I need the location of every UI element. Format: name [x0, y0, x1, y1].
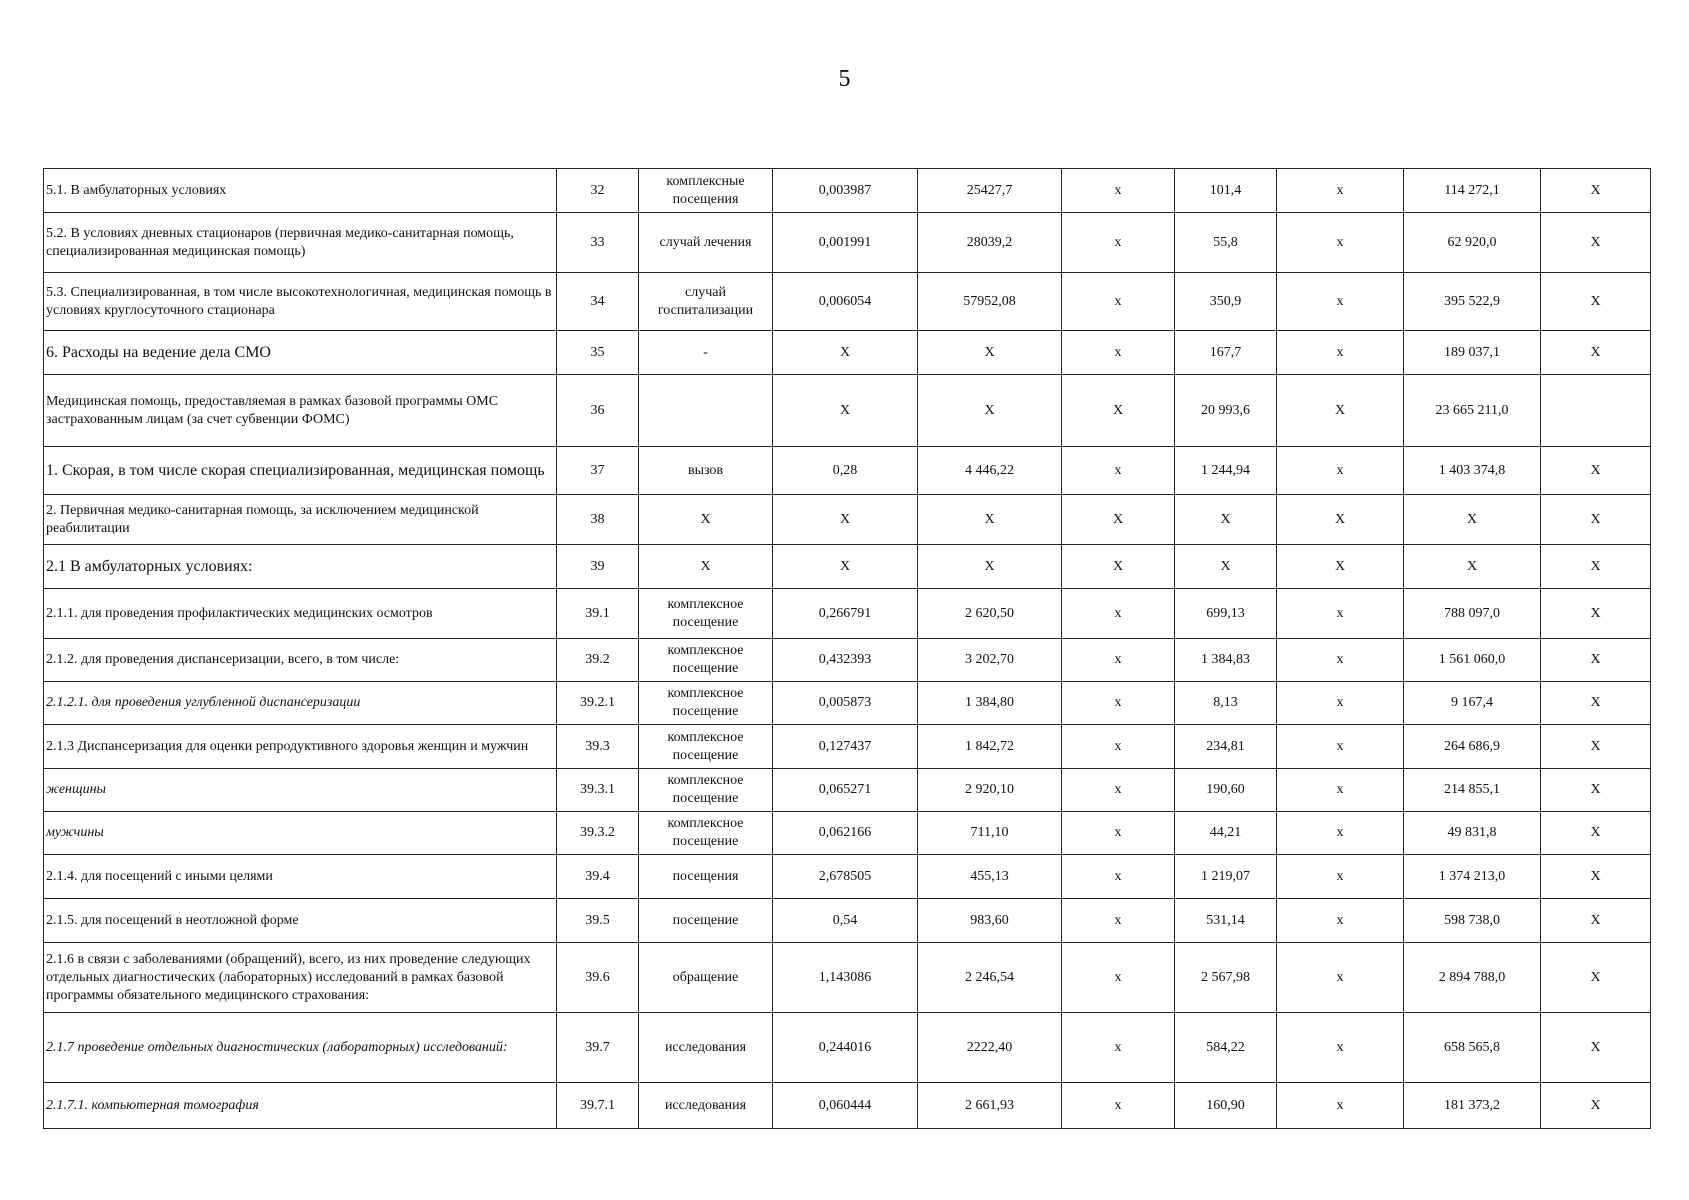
- row-code-cell: 39.3: [557, 725, 639, 769]
- table-row: [44, 639, 1651, 682]
- unit-cell: исследования: [639, 1013, 773, 1083]
- percent-cell: Х: [1541, 639, 1651, 682]
- per-capita-oms-cell: 101,4: [1175, 169, 1277, 213]
- table-row: [44, 545, 1651, 589]
- total-oms-cell: 214 855,1: [1404, 769, 1541, 812]
- per-capita-oms-cell: 8,13: [1175, 682, 1277, 725]
- table-row: [44, 1083, 1651, 1129]
- row-code-cell: 39.3.1: [557, 769, 639, 812]
- total-oms-cell: 23 665 211,0: [1404, 375, 1541, 447]
- unit-cell: комплексное посещение: [639, 589, 773, 639]
- row-name: 2.1.4. для посещений с иными целями: [44, 855, 557, 899]
- row-code-cell: 39.2: [557, 639, 639, 682]
- percent-cell: Х: [1541, 1013, 1651, 1083]
- percent-cell: Х: [1541, 725, 1651, 769]
- per-capita-oms-cell: 44,21: [1175, 812, 1277, 855]
- row-name: женщины: [44, 769, 557, 812]
- total-budget-cell: х: [1277, 1013, 1404, 1083]
- table-row: [44, 273, 1651, 331]
- per-capita-budget-cell: Х: [1062, 545, 1175, 589]
- table-row: [44, 1013, 1651, 1083]
- table-row: [44, 725, 1651, 769]
- row-code-cell: 34: [557, 273, 639, 331]
- row-name: 2.1.5. для посещений в неотложной форме: [44, 899, 557, 943]
- unit-cell: комплексное посещение: [639, 639, 773, 682]
- row-code-cell: 39.3.2: [557, 812, 639, 855]
- row-name: 2.1.1. для проведения профилактических медицинских осмотров: [44, 589, 557, 639]
- unit-cell: Х: [639, 545, 773, 589]
- table-row: [44, 495, 1651, 545]
- volume-norm-cell: Х: [773, 545, 918, 589]
- per-capita-budget-cell: х: [1062, 1083, 1175, 1129]
- row-name: Медицинская помощь, предоставляемая в рамках базовой программы ОМС застрахованным лицам (за счет субвенции ФОМС): [44, 375, 557, 447]
- table-row: [44, 769, 1651, 812]
- row-name: 2.1.7 проведение отдельных диагностических (лабораторных) исследований:: [44, 1013, 557, 1083]
- volume-norm-cell: 0,062166: [773, 812, 918, 855]
- cost-norm-cell: 57952,08: [918, 273, 1062, 331]
- row-name: мужчины: [44, 812, 557, 855]
- unit-cell: исследования: [639, 1083, 773, 1129]
- row-code-cell: 39.6: [557, 943, 639, 1013]
- total-oms-cell: 9 167,4: [1404, 682, 1541, 725]
- row-code-cell: 36: [557, 375, 639, 447]
- cost-norm-cell: 711,10: [918, 812, 1062, 855]
- volume-norm-cell: 0,28: [773, 447, 918, 495]
- table-row: [44, 812, 1651, 855]
- unit-cell: комплексное посещение: [639, 725, 773, 769]
- total-oms-cell: 788 097,0: [1404, 589, 1541, 639]
- per-capita-budget-cell: х: [1062, 639, 1175, 682]
- percent-cell: Х: [1541, 812, 1651, 855]
- total-oms-cell: Х: [1404, 545, 1541, 589]
- total-oms-cell: 264 686,9: [1404, 725, 1541, 769]
- total-budget-cell: х: [1277, 273, 1404, 331]
- volume-norm-cell: 0,060444: [773, 1083, 918, 1129]
- row-code-cell: 39.7.1: [557, 1083, 639, 1129]
- percent-cell: [1541, 375, 1651, 447]
- per-capita-oms-cell: 55,8: [1175, 213, 1277, 273]
- row-name: 2.1.3 Диспансеризация для оценки репродуктивного здоровья женщин и мужчин: [44, 725, 557, 769]
- unit-cell: комплексное посещение: [639, 682, 773, 725]
- total-oms-cell: 1 561 060,0: [1404, 639, 1541, 682]
- per-capita-oms-cell: 531,14: [1175, 899, 1277, 943]
- volume-norm-cell: 1,143086: [773, 943, 918, 1013]
- total-oms-cell: 1 403 374,8: [1404, 447, 1541, 495]
- table-row: [44, 447, 1651, 495]
- table-row: [44, 331, 1651, 375]
- volume-norm-cell: 2,678505: [773, 855, 918, 899]
- unit-cell: Х: [639, 495, 773, 545]
- total-oms-cell: 49 831,8: [1404, 812, 1541, 855]
- per-capita-budget-cell: х: [1062, 213, 1175, 273]
- volume-norm-cell: 0,432393: [773, 639, 918, 682]
- cost-norm-cell: 2 920,10: [918, 769, 1062, 812]
- row-name: 2.1.6 в связи с заболеваниями (обращений), всего, из них проведение следующих отдельных диагностических (лабораторных) исследований в рамках базовой программы обязательного медицинского страхования:: [44, 943, 557, 1013]
- cost-norm-cell: Х: [918, 495, 1062, 545]
- unit-cell: случай лечения: [639, 213, 773, 273]
- total-budget-cell: Х: [1277, 375, 1404, 447]
- total-budget-cell: х: [1277, 855, 1404, 899]
- per-capita-oms-cell: 234,81: [1175, 725, 1277, 769]
- cost-norm-cell: 3 202,70: [918, 639, 1062, 682]
- row-name: 2.1.7.1. компьютерная томография: [44, 1083, 557, 1129]
- percent-cell: Х: [1541, 169, 1651, 213]
- per-capita-budget-cell: х: [1062, 589, 1175, 639]
- total-budget-cell: х: [1277, 213, 1404, 273]
- percent-cell: Х: [1541, 545, 1651, 589]
- volume-norm-cell: 0,006054: [773, 273, 918, 331]
- total-budget-cell: х: [1277, 943, 1404, 1013]
- total-oms-cell: 62 920,0: [1404, 213, 1541, 273]
- row-code-cell: 39.1: [557, 589, 639, 639]
- per-capita-oms-cell: Х: [1175, 495, 1277, 545]
- table-row: [44, 169, 1651, 213]
- percent-cell: Х: [1541, 589, 1651, 639]
- row-name: 5.2. В условиях дневных стационаров (первичная медико-санитарная помощь, специализированная медицинская помощь): [44, 213, 557, 273]
- per-capita-oms-cell: 20 993,6: [1175, 375, 1277, 447]
- row-name: 1. Скорая, в том числе скорая специализированная, медицинская помощь: [44, 447, 557, 495]
- volume-norm-cell: 0,001991: [773, 213, 918, 273]
- cost-norm-cell: 2 661,93: [918, 1083, 1062, 1129]
- volume-norm-cell: 0,266791: [773, 589, 918, 639]
- percent-cell: Х: [1541, 899, 1651, 943]
- cost-norm-cell: Х: [918, 375, 1062, 447]
- per-capita-budget-cell: х: [1062, 273, 1175, 331]
- table-row: [44, 375, 1651, 447]
- total-budget-cell: Х: [1277, 495, 1404, 545]
- unit-cell: комплексное посещение: [639, 812, 773, 855]
- unit-cell: обращение: [639, 943, 773, 1013]
- per-capita-budget-cell: х: [1062, 169, 1175, 213]
- row-name: 6. Расходы на ведение дела СМО: [44, 331, 557, 375]
- unit-cell: случай госпитализации: [639, 273, 773, 331]
- total-oms-cell: 114 272,1: [1404, 169, 1541, 213]
- total-budget-cell: х: [1277, 589, 1404, 639]
- table-row: [44, 943, 1651, 1013]
- total-budget-cell: х: [1277, 447, 1404, 495]
- per-capita-oms-cell: 167,7: [1175, 331, 1277, 375]
- volume-norm-cell: 0,005873: [773, 682, 918, 725]
- per-capita-budget-cell: х: [1062, 447, 1175, 495]
- per-capita-oms-cell: 190,60: [1175, 769, 1277, 812]
- total-oms-cell: 189 037,1: [1404, 331, 1541, 375]
- row-code-cell: 39.7: [557, 1013, 639, 1083]
- volume-norm-cell: Х: [773, 495, 918, 545]
- page-number: 5: [838, 66, 851, 92]
- cost-norm-cell: 28039,2: [918, 213, 1062, 273]
- per-capita-oms-cell: 2 567,98: [1175, 943, 1277, 1013]
- per-capita-budget-cell: х: [1062, 769, 1175, 812]
- row-name: 2.1.2. для проведения диспансеризации, всего, в том числе:: [44, 639, 557, 682]
- per-capita-budget-cell: Х: [1062, 375, 1175, 447]
- total-oms-cell: 1 374 213,0: [1404, 855, 1541, 899]
- cost-norm-cell: 983,60: [918, 899, 1062, 943]
- per-capita-oms-cell: 1 219,07: [1175, 855, 1277, 899]
- total-budget-cell: х: [1277, 169, 1404, 213]
- row-code-cell: 39.2.1: [557, 682, 639, 725]
- unit-cell: [639, 375, 773, 447]
- per-capita-oms-cell: 584,22: [1175, 1013, 1277, 1083]
- volume-norm-cell: 0,065271: [773, 769, 918, 812]
- unit-cell: вызов: [639, 447, 773, 495]
- cost-norm-cell: 455,13: [918, 855, 1062, 899]
- per-capita-oms-cell: 1 244,94: [1175, 447, 1277, 495]
- row-name: 5.3. Специализированная, в том числе высокотехнологичная, медицинская помощь в условиях круглосуточного стационара: [44, 273, 557, 331]
- per-capita-budget-cell: Х: [1062, 495, 1175, 545]
- percent-cell: Х: [1541, 855, 1651, 899]
- unit-cell: посещения: [639, 855, 773, 899]
- total-oms-cell: 598 738,0: [1404, 899, 1541, 943]
- percent-cell: Х: [1541, 1083, 1651, 1129]
- volume-norm-cell: Х: [773, 331, 918, 375]
- table-row: [44, 589, 1651, 639]
- total-budget-cell: х: [1277, 812, 1404, 855]
- percent-cell: Х: [1541, 273, 1651, 331]
- per-capita-oms-cell: Х: [1175, 545, 1277, 589]
- cost-norm-cell: 25427,7: [918, 169, 1062, 213]
- volume-norm-cell: 0,003987: [773, 169, 918, 213]
- row-code-cell: 37: [557, 447, 639, 495]
- cost-norm-cell: 4 446,22: [918, 447, 1062, 495]
- table-body: [44, 169, 1651, 1129]
- row-name: 2.1.2.1. для проведения углубленной диспансеризации: [44, 682, 557, 725]
- row-code-cell: 32: [557, 169, 639, 213]
- row-name: 2. Первичная медико-санитарная помощь, за исключением медицинской реабилитации: [44, 495, 557, 545]
- row-name: 2.1 В амбулаторных условиях:: [44, 545, 557, 589]
- cost-norm-cell: 1 384,80: [918, 682, 1062, 725]
- row-code-cell: 39: [557, 545, 639, 589]
- unit-cell: посещение: [639, 899, 773, 943]
- per-capita-oms-cell: 350,9: [1175, 273, 1277, 331]
- cost-norm-cell: 2 620,50: [918, 589, 1062, 639]
- percent-cell: Х: [1541, 331, 1651, 375]
- budget-table: [43, 168, 1651, 1129]
- volume-norm-cell: 0,244016: [773, 1013, 918, 1083]
- per-capita-budget-cell: х: [1062, 943, 1175, 1013]
- row-code-cell: 38: [557, 495, 639, 545]
- per-capita-budget-cell: х: [1062, 812, 1175, 855]
- percent-cell: Х: [1541, 769, 1651, 812]
- cost-norm-cell: 2 246,54: [918, 943, 1062, 1013]
- volume-norm-cell: Х: [773, 375, 918, 447]
- total-budget-cell: х: [1277, 769, 1404, 812]
- total-oms-cell: 395 522,9: [1404, 273, 1541, 331]
- unit-cell: -: [639, 331, 773, 375]
- total-budget-cell: х: [1277, 725, 1404, 769]
- per-capita-budget-cell: х: [1062, 725, 1175, 769]
- unit-cell: комплексное посещение: [639, 769, 773, 812]
- table-row: [44, 899, 1651, 943]
- volume-norm-cell: 0,127437: [773, 725, 918, 769]
- percent-cell: Х: [1541, 682, 1651, 725]
- total-oms-cell: Х: [1404, 495, 1541, 545]
- percent-cell: Х: [1541, 495, 1651, 545]
- total-oms-cell: 2 894 788,0: [1404, 943, 1541, 1013]
- per-capita-oms-cell: 160,90: [1175, 1083, 1277, 1129]
- row-code-cell: 39.4: [557, 855, 639, 899]
- total-oms-cell: 658 565,8: [1404, 1013, 1541, 1083]
- per-capita-oms-cell: 699,13: [1175, 589, 1277, 639]
- unit-cell: комплексные посещения: [639, 169, 773, 213]
- cost-norm-cell: Х: [918, 545, 1062, 589]
- row-code-cell: 39.5: [557, 899, 639, 943]
- total-budget-cell: х: [1277, 682, 1404, 725]
- per-capita-oms-cell: 1 384,83: [1175, 639, 1277, 682]
- total-budget-cell: х: [1277, 639, 1404, 682]
- total-budget-cell: Х: [1277, 545, 1404, 589]
- per-capita-budget-cell: х: [1062, 331, 1175, 375]
- row-name: 5.1. В амбулаторных условиях: [44, 169, 557, 213]
- per-capita-budget-cell: х: [1062, 1013, 1175, 1083]
- total-budget-cell: х: [1277, 331, 1404, 375]
- table-row: [44, 855, 1651, 899]
- cost-norm-cell: Х: [918, 331, 1062, 375]
- total-budget-cell: х: [1277, 899, 1404, 943]
- per-capita-budget-cell: х: [1062, 855, 1175, 899]
- total-budget-cell: х: [1277, 1083, 1404, 1129]
- cost-norm-cell: 2222,40: [918, 1013, 1062, 1083]
- total-oms-cell: 181 373,2: [1404, 1083, 1541, 1129]
- cost-norm-cell: 1 842,72: [918, 725, 1062, 769]
- row-code-cell: 35: [557, 331, 639, 375]
- percent-cell: Х: [1541, 213, 1651, 273]
- per-capita-budget-cell: х: [1062, 899, 1175, 943]
- row-code-cell: 33: [557, 213, 639, 273]
- percent-cell: Х: [1541, 943, 1651, 1013]
- percent-cell: Х: [1541, 447, 1651, 495]
- per-capita-budget-cell: х: [1062, 682, 1175, 725]
- volume-norm-cell: 0,54: [773, 899, 918, 943]
- table-row: [44, 682, 1651, 725]
- table-row: [44, 213, 1651, 273]
